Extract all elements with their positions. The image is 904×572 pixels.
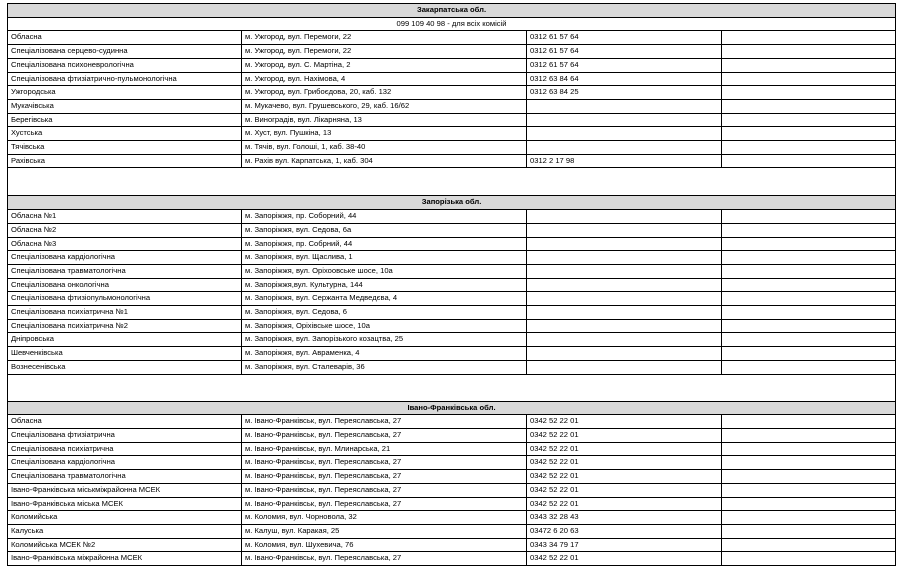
commission-name: Коломийська МСЕК №2 bbox=[8, 538, 242, 552]
spacer-cell bbox=[8, 374, 896, 401]
commission-address: м. Ужгород, вул. Нахімова, 4 bbox=[242, 72, 527, 86]
empty-cell bbox=[722, 264, 896, 278]
empty-cell bbox=[722, 99, 896, 113]
commissions-table bbox=[7, 3, 896, 566]
empty-cell bbox=[722, 360, 896, 374]
commission-address: м. Запоріжжя, пр. Собрний, 44 bbox=[242, 237, 527, 251]
commission-address: м. Ужгород, вул. Грибоєдова, 20, каб. 132 bbox=[242, 86, 527, 100]
table-row bbox=[8, 524, 896, 538]
commissions-spreadsheet bbox=[7, 3, 895, 566]
table-row bbox=[8, 58, 896, 72]
commission-phone: 0342 52 22 01 bbox=[527, 497, 722, 511]
commission-name: Хустська bbox=[8, 127, 242, 141]
commission-name: Обласна №2 bbox=[8, 223, 242, 237]
commission-address: м. Запоріжжя, вул. Седова, 6а bbox=[242, 223, 527, 237]
region-header-row bbox=[8, 4, 896, 18]
table-row bbox=[8, 511, 896, 525]
table-row bbox=[8, 292, 896, 306]
commission-address: м. Рахів вул. Карпатська, 1, каб. 304 bbox=[242, 154, 527, 168]
commission-phone bbox=[527, 251, 722, 265]
empty-cell bbox=[722, 415, 896, 429]
commission-phone: 0312 61 57 64 bbox=[527, 31, 722, 45]
commission-phone bbox=[527, 292, 722, 306]
region-title: Івано-Франківська обл. bbox=[8, 401, 896, 415]
empty-cell bbox=[722, 483, 896, 497]
commission-name: Спеціалізована фтизіатрична bbox=[8, 428, 242, 442]
commission-name: Спеціалізована психіатрична №1 bbox=[8, 306, 242, 320]
commission-phone: 0342 52 22 01 bbox=[527, 552, 722, 566]
empty-cell bbox=[722, 58, 896, 72]
empty-cell bbox=[722, 470, 896, 484]
commission-address: м. Івано-Франківськ, вул. Переяславська, 27 bbox=[242, 552, 527, 566]
table-row bbox=[8, 483, 896, 497]
table-row bbox=[8, 319, 896, 333]
empty-cell bbox=[722, 497, 896, 511]
commission-phone bbox=[527, 278, 722, 292]
commission-address: м. Хуст, вул. Пушкіна, 13 bbox=[242, 127, 527, 141]
empty-cell bbox=[722, 210, 896, 224]
commission-name: Калуська bbox=[8, 524, 242, 538]
table-row bbox=[8, 45, 896, 59]
empty-cell bbox=[722, 237, 896, 251]
commission-name: Шевченківська bbox=[8, 347, 242, 361]
table-row bbox=[8, 360, 896, 374]
table-row bbox=[8, 223, 896, 237]
commission-address: м. Калуш, вул. Каракая, 25 bbox=[242, 524, 527, 538]
commission-name: Спеціалізована травматологічна bbox=[8, 264, 242, 278]
commission-name: Спеціалізована серцево-судинна bbox=[8, 45, 242, 59]
empty-cell bbox=[722, 45, 896, 59]
commission-phone: 0343 32 28 43 bbox=[527, 511, 722, 525]
empty-cell bbox=[722, 538, 896, 552]
empty-cell bbox=[722, 319, 896, 333]
commission-address: м. Тячів, вул. Голоші, 1, каб. 38-40 bbox=[242, 141, 527, 155]
commission-name: Берегівська bbox=[8, 113, 242, 127]
commission-address: м. Коломия, вул. Шухевича, 76 bbox=[242, 538, 527, 552]
table-row bbox=[8, 456, 896, 470]
table-row bbox=[8, 442, 896, 456]
table-row bbox=[8, 251, 896, 265]
commission-name: Спеціалізована психіатрична bbox=[8, 442, 242, 456]
table-row bbox=[8, 552, 896, 566]
commission-phone bbox=[527, 264, 722, 278]
commission-phone: 03472 6 20 63 bbox=[527, 524, 722, 538]
commission-name: Обласна bbox=[8, 415, 242, 429]
commission-phone: 0312 2 17 98 bbox=[527, 154, 722, 168]
commission-phone bbox=[527, 333, 722, 347]
commission-phone bbox=[527, 306, 722, 320]
region-subtitle: 099 109 40 98 - для всіх комісій bbox=[8, 17, 896, 31]
commission-name: Спеціалізована травматологічна bbox=[8, 470, 242, 484]
table-row bbox=[8, 210, 896, 224]
commission-phone: 0342 52 22 01 bbox=[527, 428, 722, 442]
spacer-cell bbox=[8, 168, 896, 196]
commission-name: Спеціалізована фтизіатрично-пульмонологічна bbox=[8, 72, 242, 86]
empty-cell bbox=[722, 154, 896, 168]
empty-cell bbox=[722, 428, 896, 442]
commission-phone: 0312 61 57 64 bbox=[527, 45, 722, 59]
empty-cell bbox=[722, 511, 896, 525]
commission-name: Обласна bbox=[8, 31, 242, 45]
table-row bbox=[8, 127, 896, 141]
commission-address: м. Івано-Франківськ, вул. Переяславська, 27 bbox=[242, 456, 527, 470]
commission-address: м. Запоріжжя,вул. Культурна, 144 bbox=[242, 278, 527, 292]
commission-address: м. Запоріжжя, вул. Оріхоовське шосе, 10а bbox=[242, 264, 527, 278]
commission-address: м. Івано-Франківськ, вул. Переяславська, 27 bbox=[242, 415, 527, 429]
commission-phone bbox=[527, 360, 722, 374]
table-row bbox=[8, 237, 896, 251]
commission-address: м. Запоріжжя, вул. Авраменка, 4 bbox=[242, 347, 527, 361]
commission-phone: 0342 52 22 01 bbox=[527, 483, 722, 497]
commission-address: м. Запоріжжя, вул. Сержанта Медведєва, 4 bbox=[242, 292, 527, 306]
region-title: Запорізька обл. bbox=[8, 196, 896, 210]
commission-name: Івано-Франківська міськміжрайонна МСЕК bbox=[8, 483, 242, 497]
commission-address: м. Івано-Франківськ, вул. Млинарська, 21 bbox=[242, 442, 527, 456]
empty-cell bbox=[722, 113, 896, 127]
commission-address: м. Івано-Франківськ, вул. Переяславська, 27 bbox=[242, 483, 527, 497]
region-header-row bbox=[8, 196, 896, 210]
commission-address: м. Коломия, вул. Чорновола, 32 bbox=[242, 511, 527, 525]
commission-phone: 0342 52 22 01 bbox=[527, 415, 722, 429]
commission-address: м. Запоріжжя, вул. Запорізького козацтва, 25 bbox=[242, 333, 527, 347]
table-row bbox=[8, 538, 896, 552]
commission-address: м. Івано-Франківськ, вул. Переяславська, 27 bbox=[242, 470, 527, 484]
commission-phone bbox=[527, 127, 722, 141]
commission-address: м. Запоріжжя, вул. Щаслива, 1 bbox=[242, 251, 527, 265]
commission-phone: 0312 63 84 64 bbox=[527, 72, 722, 86]
table-body bbox=[8, 4, 896, 566]
empty-cell bbox=[722, 141, 896, 155]
commission-phone bbox=[527, 210, 722, 224]
table-row bbox=[8, 141, 896, 155]
table-row bbox=[8, 31, 896, 45]
commission-name: Тячівська bbox=[8, 141, 242, 155]
commission-phone bbox=[527, 347, 722, 361]
table-row bbox=[8, 154, 896, 168]
commission-phone bbox=[527, 319, 722, 333]
commission-name: Коломийська bbox=[8, 511, 242, 525]
commission-name: Обласна №3 bbox=[8, 237, 242, 251]
empty-cell bbox=[722, 251, 896, 265]
commission-name: Дніпровська bbox=[8, 333, 242, 347]
table-row bbox=[8, 428, 896, 442]
commission-address: м. Запоріжжя, пр. Соборний, 44 bbox=[242, 210, 527, 224]
commission-phone bbox=[527, 99, 722, 113]
commission-name: Спеціалізована психоневрологічна bbox=[8, 58, 242, 72]
empty-cell bbox=[722, 278, 896, 292]
commission-phone: 0343 34 79 17 bbox=[527, 538, 722, 552]
commission-phone bbox=[527, 223, 722, 237]
empty-cell bbox=[722, 347, 896, 361]
commission-address: м. Ужгород, вул. С. Мартіна, 2 bbox=[242, 58, 527, 72]
commission-name: Спеціалізована онкологічна bbox=[8, 278, 242, 292]
table-row bbox=[8, 306, 896, 320]
commission-address: м. Ужгород, вул. Перемоги, 22 bbox=[242, 31, 527, 45]
region-title: Закарпатська обл. bbox=[8, 4, 896, 18]
empty-cell bbox=[722, 86, 896, 100]
commission-name: Мукачівська bbox=[8, 99, 242, 113]
commission-phone: 0342 52 22 01 bbox=[527, 470, 722, 484]
table-row bbox=[8, 86, 896, 100]
section-spacer-row bbox=[8, 374, 896, 401]
commission-address: м. Запоріжжя, Оріхівське шосе, 10а bbox=[242, 319, 527, 333]
commission-name: Спеціалізована кардіологічна bbox=[8, 251, 242, 265]
commission-phone bbox=[527, 237, 722, 251]
commission-phone bbox=[527, 141, 722, 155]
commission-address: м. Ужгород, вул. Перемоги, 22 bbox=[242, 45, 527, 59]
table-row bbox=[8, 347, 896, 361]
empty-cell bbox=[722, 72, 896, 86]
table-row bbox=[8, 278, 896, 292]
table-row bbox=[8, 264, 896, 278]
commission-name: Ужгородська bbox=[8, 86, 242, 100]
table-row bbox=[8, 415, 896, 429]
commission-phone: 0312 61 57 64 bbox=[527, 58, 722, 72]
commission-phone: 0342 52 22 01 bbox=[527, 456, 722, 470]
empty-cell bbox=[722, 292, 896, 306]
commission-name: Рахівська bbox=[8, 154, 242, 168]
commission-address: м. Запоріжжя, вул. Сталеварів, 36 bbox=[242, 360, 527, 374]
empty-cell bbox=[722, 306, 896, 320]
commission-name: Обласна №1 bbox=[8, 210, 242, 224]
commission-name: Спеціалізована психіатрична №2 bbox=[8, 319, 242, 333]
commission-name: Спеціалізована кардіологічна bbox=[8, 456, 242, 470]
commission-name: Спеціалізована фтизіопульмонологічна bbox=[8, 292, 242, 306]
section-spacer-row bbox=[8, 168, 896, 196]
commission-address: м. Івано-Франківськ, вул. Переяславська, 27 bbox=[242, 428, 527, 442]
table-row bbox=[8, 333, 896, 347]
commission-address: м. Івано-Франківськ, вул. Переяславська, 27 bbox=[242, 497, 527, 511]
empty-cell bbox=[722, 333, 896, 347]
region-header-row bbox=[8, 401, 896, 415]
commission-name: Вознесенівська bbox=[8, 360, 242, 374]
empty-cell bbox=[722, 552, 896, 566]
commission-name: Івано-Франківська міжрайонна МСЕК bbox=[8, 552, 242, 566]
table-row bbox=[8, 497, 896, 511]
commission-address: м. Виноградів, вул. Лікарняна, 13 bbox=[242, 113, 527, 127]
table-row bbox=[8, 72, 896, 86]
empty-cell bbox=[722, 524, 896, 538]
empty-cell bbox=[722, 442, 896, 456]
region-subtitle-row bbox=[8, 17, 896, 31]
empty-cell bbox=[722, 31, 896, 45]
empty-cell bbox=[722, 127, 896, 141]
table-row bbox=[8, 470, 896, 484]
commission-address: м. Мукачево, вул. Грушевського, 29, каб. 16/62 bbox=[242, 99, 527, 113]
commission-phone: 0312 63 84 25 bbox=[527, 86, 722, 100]
commission-name: Івано-Франківська міська МСЕК bbox=[8, 497, 242, 511]
table-row bbox=[8, 113, 896, 127]
empty-cell bbox=[722, 456, 896, 470]
commission-address: м. Запоріжжя, вул. Седова, 6 bbox=[242, 306, 527, 320]
table-row bbox=[8, 99, 896, 113]
commission-phone bbox=[527, 113, 722, 127]
empty-cell bbox=[722, 223, 896, 237]
commission-phone: 0342 52 22 01 bbox=[527, 442, 722, 456]
